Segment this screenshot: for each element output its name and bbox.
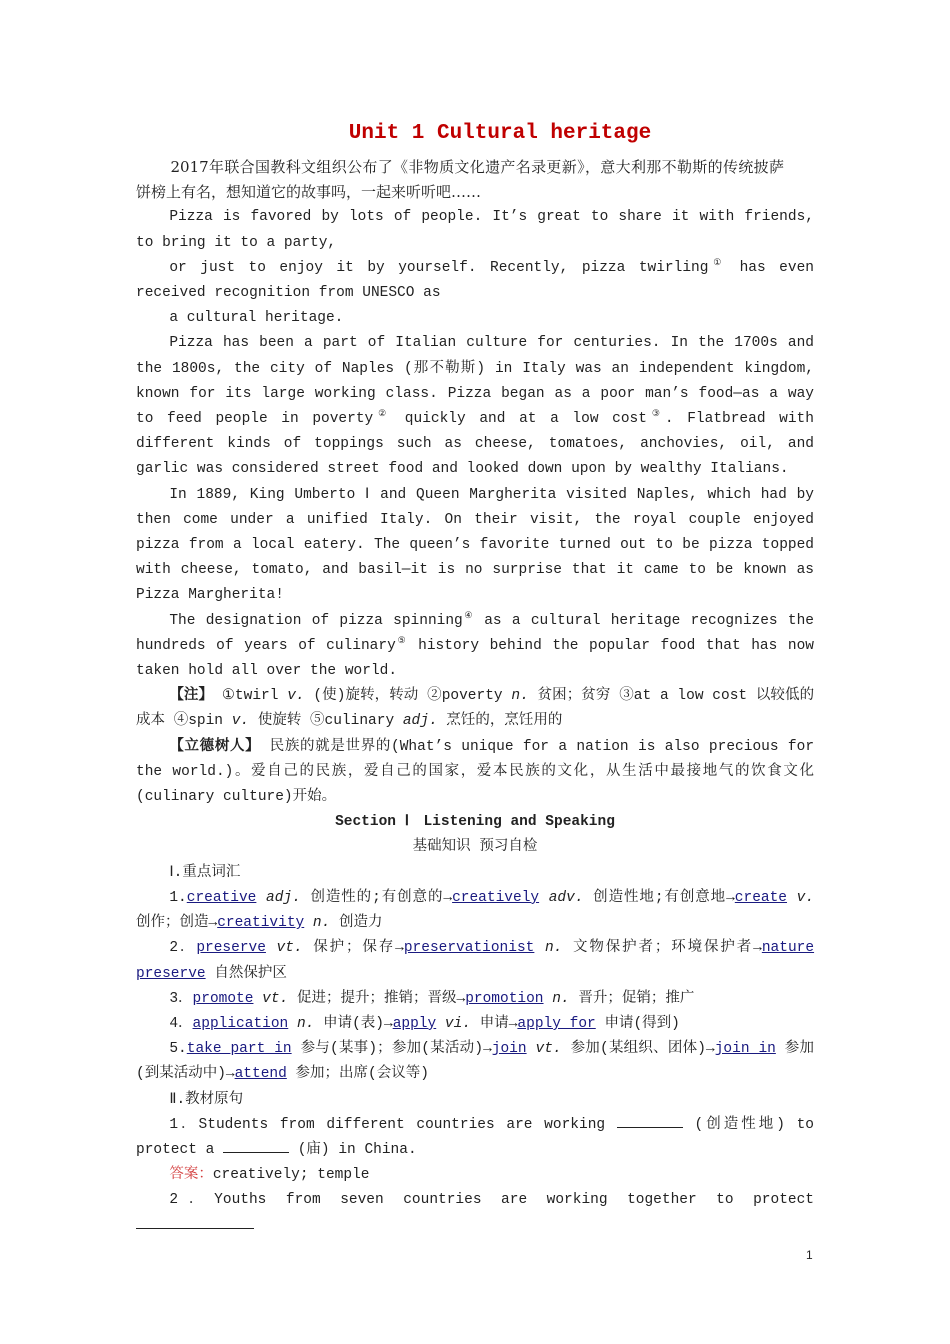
vocab-item-2: 2．preserve vt. 保护；保存→preservationist n. 文物保护者；环境保护者→nature preserve 自然保护区 bbox=[136, 940, 815, 982]
passage-paragraph-1: Pizza is favored by lots of people. It’s great to share it with friends, to bring it to a party, bbox=[136, 209, 814, 251]
sentence-item-2: 2．Youths from seven countries are working together to protect bbox=[136, 1188, 814, 1238]
sentences-heading: Ⅱ.教材原句 bbox=[169, 1091, 244, 1108]
footnote-marker: ③ bbox=[646, 409, 665, 420]
vocab-heading: Ⅰ.重点词汇 bbox=[169, 864, 241, 881]
footnote-marker: ⑤ bbox=[395, 636, 408, 647]
section-title: Section Ⅰ Listening and Speaking bbox=[335, 814, 615, 831]
passage-paragraph-3: a cultural heritage. bbox=[169, 310, 344, 327]
notes-label: 【注】 bbox=[169, 688, 214, 705]
passage-paragraph-4: Pizza has been a part of Italian culture for centuries. In the 1700s and the 1800s, the city of Naples (那不勒斯) in Italy was an independent kingdom, known for its large working class. Pizza began as a poor man’s food—as a way to feed people in poverty② quickly and at a low cost③. Flatbread with different kinds of toppings such as cheese, tomatoes, anchovies, oil, and garlic was considered street food and looked down upon by wealthy Italians. bbox=[136, 335, 814, 478]
lide-paragraph: 【立德树人】 民族的就是世界的(What’s unique for a nation is also precious for the world.)。爱自己的民族，爱自己的国家，爱本民族的文化，从生活中最接地气的饮食文化(culinary culture)开始。 bbox=[136, 738, 815, 806]
answer-label: 答案： bbox=[169, 1167, 213, 1184]
intro-chinese: 2017年联合国教科文组织公布了《非物质文化遗产名录更新》，意大利那不勒斯的传统披萨饼榜上有名，想知道它的故事吗，一起来听听吧…… bbox=[136, 158, 784, 202]
answer-text: creatively; temple bbox=[212, 1167, 370, 1184]
notes-paragraph: 【注】 ①twirl v. (使)旋转，转动 ②poverty n. 贫困；贫穷 ③at a low cost 以较低的成本 ④spin v. 使旋转 ⑤culinary adj. 烹饪的，烹饪用的 bbox=[136, 688, 815, 730]
vocab-item-1: 1.creative adj. 创造性的;有创意的→creatively adv. 创造性地;有创意地→create v. 创作；创造→creativity n. 创造力 bbox=[136, 889, 815, 932]
answer-blank[interactable] bbox=[136, 1214, 254, 1229]
document-body bbox=[136, 155, 814, 1239]
lide-label: 【立德树人】 bbox=[169, 738, 261, 755]
page-title: Unit 1 Cultural heritage bbox=[348, 122, 652, 145]
passage-paragraph-5: In 1889, King Umberto Ⅰ and Queen Margherita visited Naples, which had by then come under a unified Italy. On their visit, the royal couple enjoyed pizza from a local eatery. The queen’s favorite turned out to be pizza topped with cheese, tomato, and basil—it is no surprise that it came to be known as Pizza Margherita! bbox=[136, 486, 814, 604]
sentence-item-1: 1．Students from different countries are working (创造性地) to protect a (庙) in China. bbox=[136, 1113, 814, 1163]
answer-blank[interactable] bbox=[617, 1113, 683, 1128]
footnote-marker: ④ bbox=[462, 610, 474, 621]
answer-blank[interactable] bbox=[223, 1138, 289, 1153]
page-number: 1 bbox=[806, 1248, 813, 1262]
passage-paragraph-2: or just to enjoy it by yourself. Recently, pizza twirling① has even received recognition from UNESCO as bbox=[136, 257, 814, 302]
section-subtitle: 基础知识 预习自检 bbox=[412, 839, 538, 856]
vocab-item-4: 4．application n. 申请(表)→apply vi. 申请→apply for 申请(得到) bbox=[169, 1015, 680, 1032]
answer-line bbox=[136, 1163, 814, 1188]
footnote-marker: ② bbox=[373, 409, 392, 420]
vocab-item-5: 5.take part in 参与(某事)；参加(某活动)→join vt. 参加(某组织、团体)→join in 参加(到某活动中)→attend 参加；出席(会议等) bbox=[136, 1041, 815, 1083]
passage-paragraph-6: The designation of pizza spinning④ as a cultural heritage recognizes the hundreds of years of culinary⑤ history behind the popular food that has now taken hold all over the world. bbox=[136, 610, 814, 680]
vocab-item-3: 3．promote vt. 促进；提升；推销；晋级→promotion n. 晋升；促销；推广 bbox=[169, 990, 695, 1007]
footnote-marker: ① bbox=[708, 257, 727, 268]
